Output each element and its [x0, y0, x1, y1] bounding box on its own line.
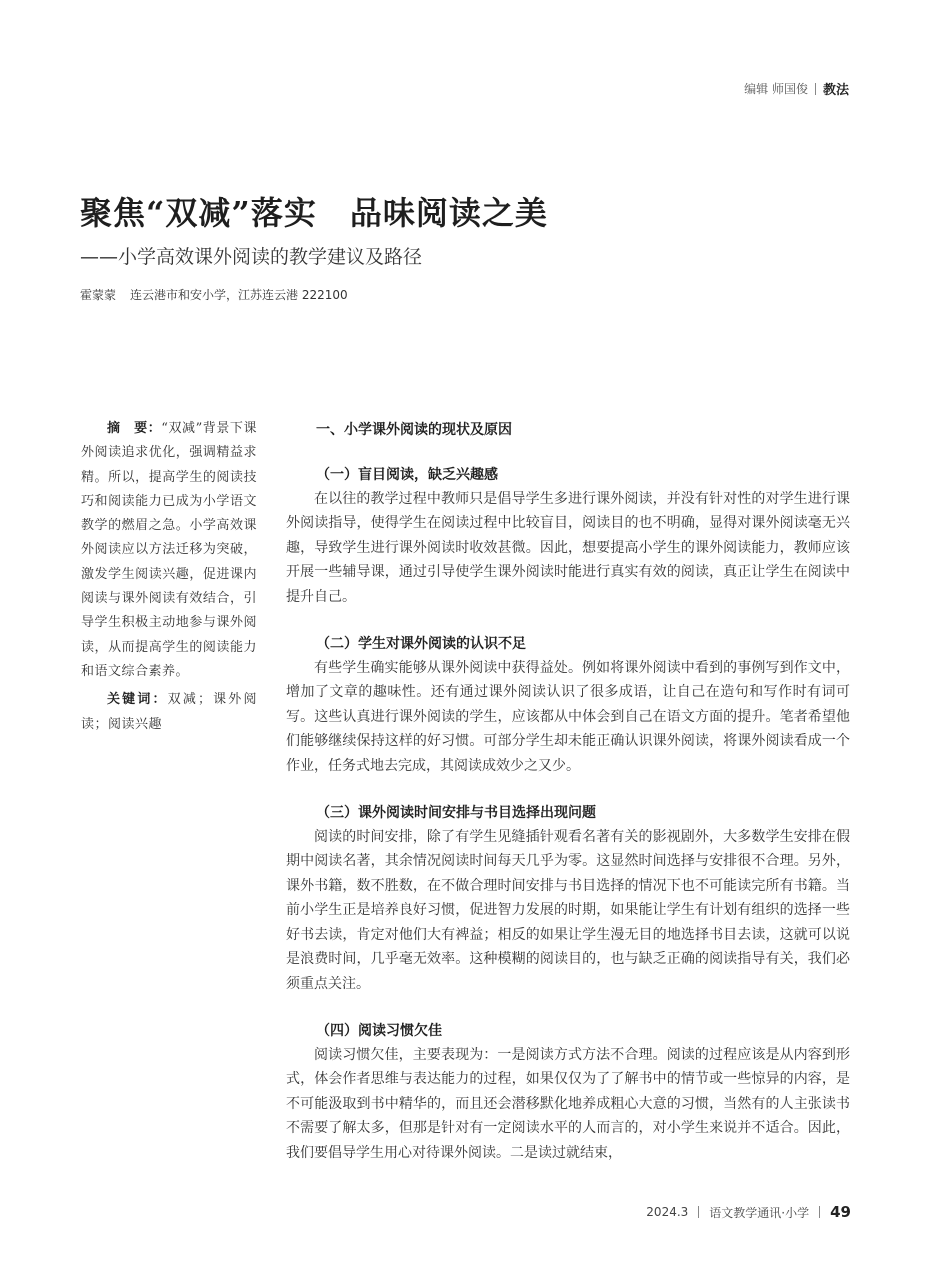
keywords-text: 双减；课外阅读；阅读兴趣: [81, 692, 257, 732]
subsection-2: [286, 633, 850, 778]
subsection-3: [286, 802, 850, 996]
abstract-text: “双减”背景下课外阅读追求优化，强调精益求精。所以，提高学生的阅读技巧和阅读能力已成为小学语文教学的燃眉之急。小学高效课外阅读应以方法迁移为突破，激发学生阅读兴趣，促进课内阅读与课外阅读有效结合，引导学生积极主动地参与课外阅读，从而提高学生的阅读能力和语文综合素养。: [81, 421, 257, 679]
footer-divider: [698, 1206, 699, 1218]
issue-number: 2024.3: [646, 1205, 689, 1219]
subsection-heading: （四）阅读习惯欠佳: [316, 1022, 442, 1039]
abstract-column: [81, 417, 257, 737]
author-affiliation: 连云港市和安小学，江苏连云港 222100: [130, 288, 348, 302]
subsection-paragraph: 在以往的教学过程中教师只是倡导学生多进行课外阅读，并没有针对性的对学生进行课外阅读指导，使得学生在阅读过程中比较盲目，阅读目的也不明确，显得对课外阅读毫无兴趣，导致学生进行课外阅读时收效甚微。因此，想要提高小学生的课外阅读能力，教师应该开展一些辅导课，通过引导使学生课外阅读时能进行真实有效的阅读，真正让学生在阅读中提升自己。: [286, 491, 850, 605]
subsection-4: [286, 1020, 850, 1165]
section-name: 教法: [822, 83, 849, 98]
author-name: 霍蒙蒙: [80, 288, 117, 302]
abstract: [81, 417, 257, 684]
article-subtitle: ——小学高效课外阅读的教学建议及路径: [80, 246, 423, 268]
footer-divider: [819, 1206, 820, 1218]
editor-credit: 编辑 师国俊: [744, 82, 808, 96]
subsection-heading: （二）学生对课外阅读的认识不足: [316, 636, 526, 653]
abstract-label: 摘 要：: [107, 421, 162, 436]
running-footer: [646, 1203, 851, 1221]
subsection-paragraph: 有些学生确实能够从课外阅读中获得益处。例如将课外阅读中看到的事例写到作文中，增加了文章的趣味性。还有通过课外阅读认识了很多成语，让自己在造句和写作时有词可写。这些认真进行课外阅读的学生，应该都从中体会到自己在语文方面的提升。笔者希望他们能够继续保持这样的好习惯。可部分学生却未能正确认识课外阅读，将课外阅读看成一个作业，任务式地去完成，其阅读成效少之又少。: [286, 660, 850, 774]
header-divider: [815, 83, 816, 95]
keywords-label: 关键词：: [107, 692, 168, 708]
article-title: 聚焦“双减”落实 品味阅读之美: [80, 194, 548, 232]
section-heading: 一、小学课外阅读的现状及原因: [316, 422, 512, 438]
running-header: [744, 79, 849, 98]
page-number: 49: [830, 1203, 851, 1221]
subsection-paragraph: 阅读的时间安排，除了有学生见缝插针观看名著有关的影视剧外，大多数学生安排在假期中阅读名著，其余情况阅读时间每天几乎为零。这显然时间选择与安排很不合理。另外，课外书籍，数不胜数，在不做合理时间安排与书目选择的情况下也不可能读完所有书籍。当前小学生正是培养良好习惯，促进智力发展的时期，如果能让学生有计划有组织的选择一些好书去读，肯定对他们大有裨益；相反的如果让学生漫无目的地选择书目去读，这就可以说是浪费时间，几乎毫无效率。这种模糊的阅读目的，也与缺乏正确的阅读指导有关，我们必须重点关注。: [286, 829, 850, 992]
subsection-1: [286, 464, 850, 609]
subsection-paragraph: 阅读习惯欠佳，主要表现为：一是阅读方式方法不合理。阅读的过程应该是从内容到形式，体会作者思维与表达能力的过程，如果仅仅为了了解书中的情节或一些惊异的内容，是不可能汲取到书中精华的，而且还会潜移默化地养成粗心大意的习惯，当然有的人主张读书不需要了解太多，但那是针对有一定阅读水平的人而言的，对小学生来说并不适合。因此，我们要倡导学生用心对待课外阅读。二是读过就结束，: [286, 1046, 850, 1161]
main-text-column: [286, 418, 850, 1189]
author-line: [80, 286, 348, 303]
subsection-heading: （三）课外阅读时间安排与书目选择出现问题: [316, 805, 596, 822]
subsection-heading: （一）盲目阅读，缺乏兴趣感: [316, 467, 498, 483]
keywords: [81, 688, 257, 737]
journal-name: 语文教学通讯·小学: [709, 1205, 810, 1220]
